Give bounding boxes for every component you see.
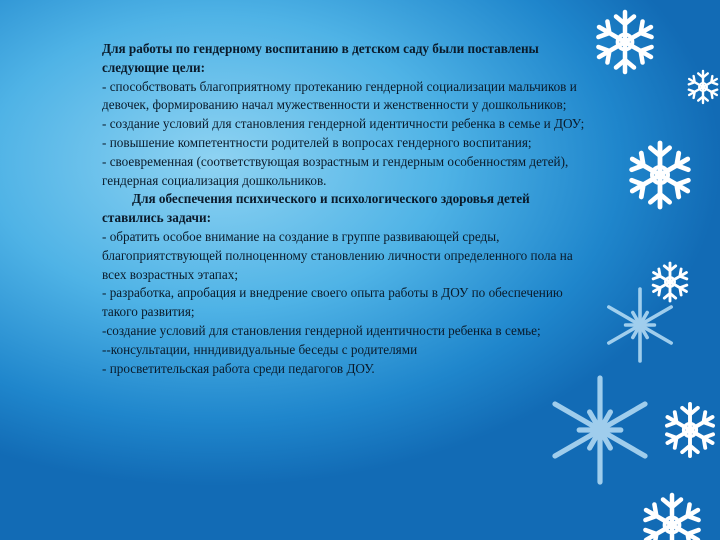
- task-item: - обратить особое внимание на создание в группе развивающей среды, благоприятствующей полноценному становлению личности определенного пола на всех возрастных этапах;: [102, 228, 573, 282]
- tasks-heading: Для обеспечения психического и психологического здоровья детей ставились задачи:: [102, 191, 530, 226]
- task-item: --консультации, ннндивидуальные беседы с родителями: [102, 341, 418, 357]
- goal-item: - повышение компетентности родителей в вопросах гендерного воспитания;: [102, 134, 532, 150]
- goals-heading: Для работы по гендерному воспитанию в детском саду были поставлены следующие цели:: [102, 41, 539, 75]
- text-panel: [102, 40, 592, 470]
- goal-item: - способствовать благоприятному протеканию гендерной социализации мальчиков и девочек, формированию начал мужественности и женственности у дошкольников;: [102, 78, 577, 113]
- snowflake-icon: [687, 71, 720, 103]
- snowflake-icon: [642, 495, 703, 540]
- snowflake-icon: [664, 404, 717, 456]
- goal-item: - своевременная (соответствующая возрастным и гендерным особенностям детей), гендерная социализация дошкольников.: [102, 153, 569, 188]
- snowflake-icon: [609, 289, 671, 361]
- snowflake-icon: [651, 263, 690, 301]
- snowflake-icon: [627, 143, 692, 207]
- goal-item: - создание условий для становления гендерной идентичности ребенка в семье и ДОУ;: [102, 116, 585, 132]
- task-item: - разработка, апробация и внедрение своего опыта работы в ДОУ по обеспечению такого развития;: [102, 285, 563, 320]
- task-item: -создание условий для становления гендерной идентичности ребенка в семье;: [102, 322, 541, 338]
- snowflake-icon: [595, 12, 656, 72]
- task-item: - просветительская работа среди педагогов ДОУ.: [102, 360, 375, 376]
